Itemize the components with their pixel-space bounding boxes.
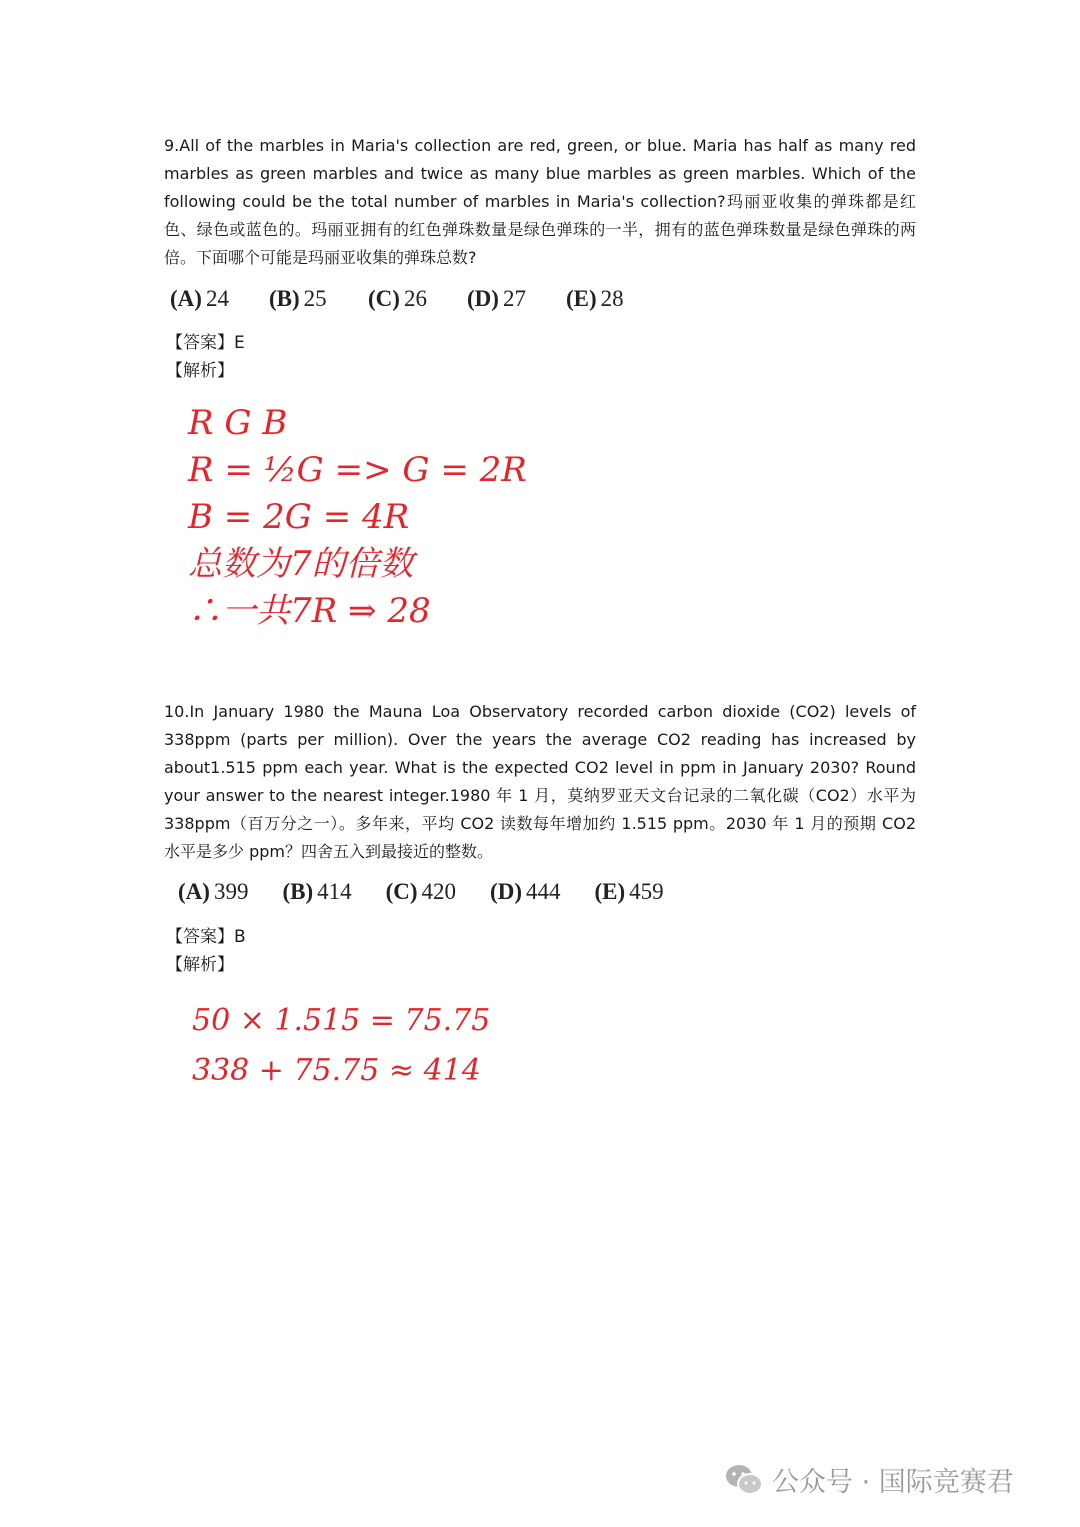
- watermark-text: 公众号 · 国际竞赛君: [772, 1467, 1014, 1498]
- question-9-answer: 【答案】E: [166, 333, 245, 353]
- choice-e: (E) 28: [566, 286, 624, 311]
- question-10-analysis-label: 【解析】: [166, 955, 234, 975]
- question-9-handwritten-work: [188, 400, 527, 635]
- question-9-text: 9.All of the marbles in Maria's collection are red, green, or blue. Maria has half as many red marbles as green marbles and twice as many blue marbles as green marbles. Which of the following could be the total number of marbles in Maria's collection?玛丽亚收集的弹珠都是红色、绿色或蓝色的。玛丽亚拥有的红色弹珠数量是绿色弹珠的一半，拥有的蓝色弹珠数量是绿色弹珠的两倍。下面哪个可能是玛丽亚收集的弹珠总数?: [164, 136, 916, 267]
- work-line: B = 2G = 4R: [188, 497, 410, 537]
- work-line: R G B: [188, 403, 288, 443]
- question-9-analysis-label: 【解析】: [166, 361, 234, 381]
- choice-a: (A) 399: [178, 879, 249, 904]
- question-10-answer: 【答案】B: [166, 927, 246, 947]
- choice-c: (C) 26: [368, 286, 427, 311]
- choice-b: (B) 25: [269, 286, 327, 311]
- question-10-text: 10.In January 1980 the Mauna Loa Observatory recorded carbon dioxide (CO2) levels of 338ppm (parts per million). Over the years the average CO2 reading has increased by about1.515 ppm each year. What is the expected CO2 level in ppm in January 2030? Round your answer to the nearest integer.1980 年 1 月，莫纳罗亚天文台记录的二氧化碳（CO2）水平为 338ppm（百万分之一）。多年来，平均 CO2 读数每年增加约 1.515 ppm。2030 年 1 月的预期 CO2 水平是多少 ppm？四舍五入到最接近的整数。: [164, 702, 916, 861]
- choice-d: (D) 27: [467, 286, 526, 311]
- question-9-choices: [170, 284, 665, 314]
- work-line: R = ½G => G = 2R: [188, 450, 527, 490]
- choice-e: (E) 459: [594, 879, 664, 904]
- watermark: [724, 1460, 1014, 1499]
- question-10-choices: [178, 877, 698, 907]
- work-line: 50 × 1.515 = 75.75: [192, 1003, 491, 1038]
- work-line: 总数为7的倍数: [188, 544, 414, 584]
- choice-b: (B) 414: [282, 879, 352, 904]
- work-line: 338 + 75.75 ≈ 414: [192, 1053, 481, 1088]
- choice-d: (D) 444: [490, 879, 561, 904]
- question-10-handwritten-work: [192, 996, 490, 1096]
- choice-a: (A) 24: [170, 286, 229, 311]
- work-line: ∴一共7R ⇒ 28: [188, 591, 431, 631]
- choice-c: (C) 420: [385, 879, 457, 904]
- wechat-icon: [724, 1463, 764, 1497]
